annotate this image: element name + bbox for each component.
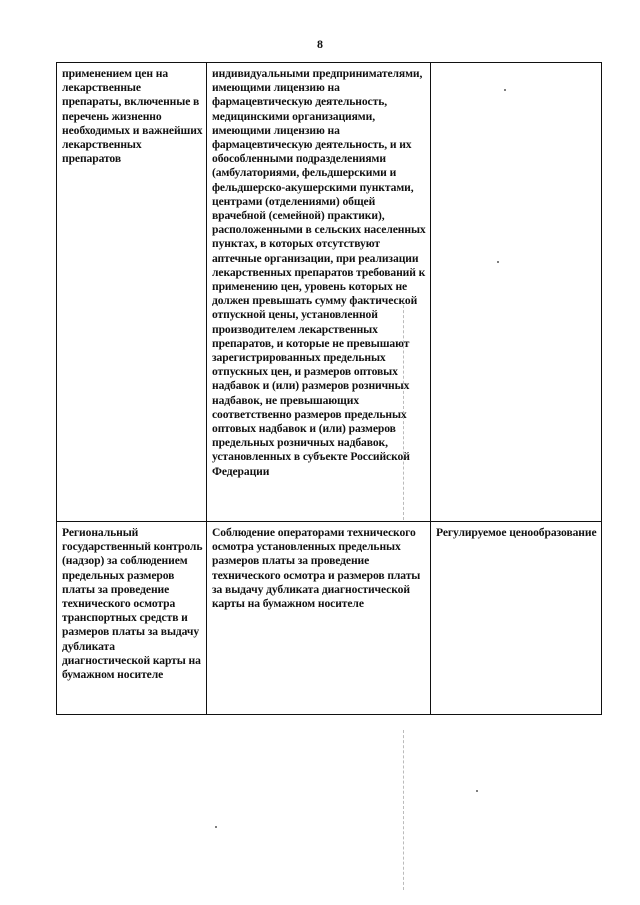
scan-artifact-dot (476, 790, 478, 792)
table-cell-category: Регулируемое ценообразование (431, 522, 602, 715)
table-cell-control-type: Региональный государственный контроль (надзор) за соблюдением предельных размеров платы за проведение технического осмотра транспортных средств и размеров платы за выдачу дубликата диагностической карты на бумажном носителе (57, 522, 207, 715)
page-number: 8 (317, 37, 323, 51)
table-row (57, 522, 602, 715)
table-cell-category (431, 63, 602, 522)
table-row (57, 63, 602, 522)
scan-artifact-line (403, 300, 404, 520)
document-table (56, 62, 602, 715)
scan-artifact-dot (497, 261, 499, 263)
scan-artifact-line (403, 730, 404, 890)
table-cell-control-type: применением цен на лекарственные препараты, включенные в перечень жизненно необходимых и важнейших лекарственных препаратов (57, 63, 207, 522)
scan-artifact-dot (504, 89, 506, 91)
table-cell-requirement: Соблюдение операторами технического осмотра установленных предельных размеров платы за проведение технического осмотра и размеров платы за выдачу дубликата диагностической карты на бумажном носителе (207, 522, 431, 715)
table-cell-requirement: индивидуальными предпринимателями, имеющими лицензию на фармацевтическую деятельность, медицинскими организациями, имеющими лицензию на фармацевтическую деятельность, и их обособленными подразделениями (амбулаториями, фельдшерскими и фельдшерско-акушерскими пунктами, центрами (отделениями) общей врачебной (семейной) практики), расположенными в сельских населенных пунктах, в которых отсутствуют аптечные организации, при реализации лекарственных препаратов требований к применению цен, уровень которых не должен превышать сумму фактической отпускной цены, установленной производителем лекарственных препаратов, и которые не превышают зарегистрированных предельных отпускных цен, и размеров оптовых надбавок и (или) размеров розничных надбавок, не превышающих соответственно размеров предельных оптовых надбавок и (или) размеров предельных розничных надбавок, установленных в субъекте Российской Федерации (207, 63, 431, 522)
scan-artifact-dot (215, 826, 217, 828)
